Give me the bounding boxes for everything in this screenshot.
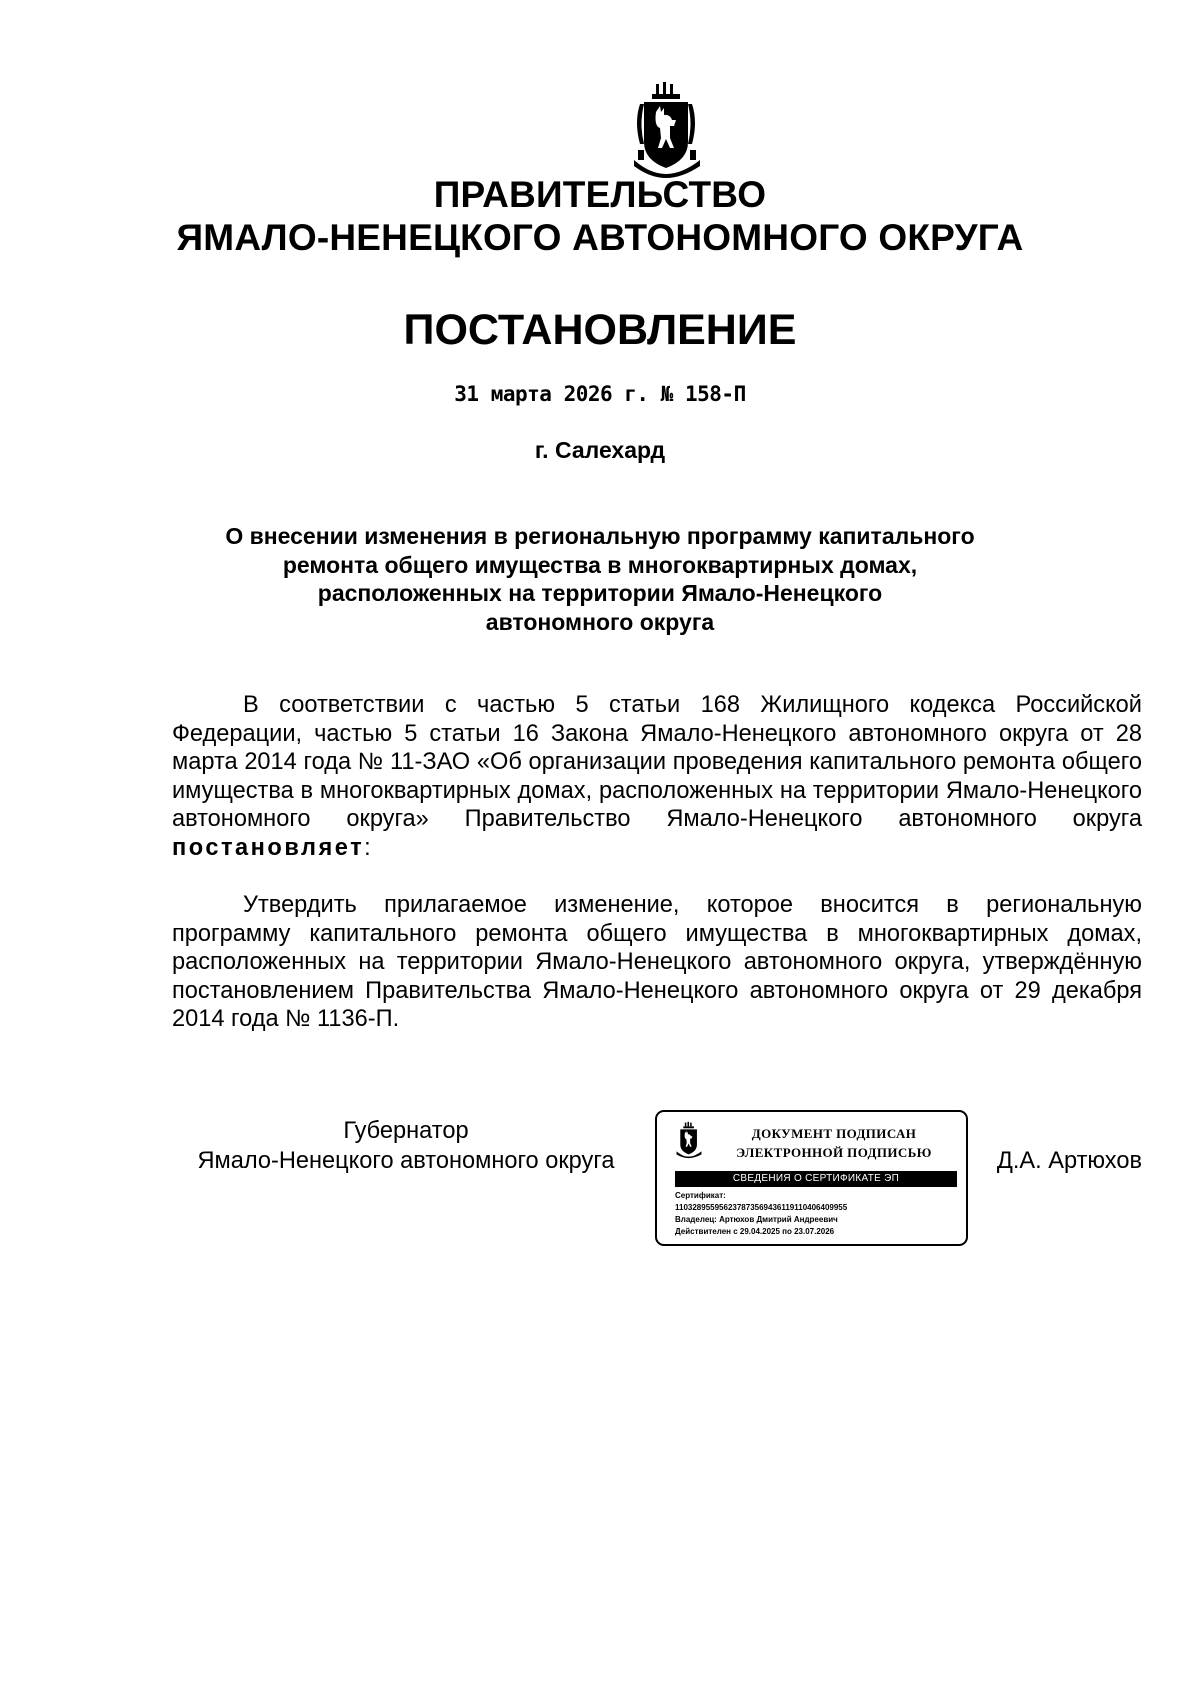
signatory-title: Губернатор [343,1118,469,1144]
government-title: ПРАВИТЕЛЬСТВО [433,174,767,215]
subject-line: О внесении изменения в региональную программу капитального [225,523,975,549]
document-type: ПОСТАНОВЛЕНИЕ [403,306,797,354]
coat-of-arms-icon [630,82,704,178]
esig-owner: Владелец: Артюхов Дмитрий Андреевич [675,1215,838,1224]
signatory-name: Д.А. Артюхов [996,1148,1142,1174]
document-date-number: 31 марта 2026 г. № 158-П [454,382,746,406]
subject-line: ремонта общего имущества в многоквартирных домах, [282,551,918,578]
subject-line: расположенных на территории Ямало-Ненецкого [317,580,883,606]
body-paragraph-resolution: Утвердить прилагаемое изменение, которое вносится в региональную программу капитального ремонта общего имущества в многоквартирных домах, расположенных на территории Ямало-Ненецкого автономного округа, утверждённую постановлением Правительства Ямало-Ненецкого автономного округа от 29 декабря 2014 года № 1136-П. [172,892,1142,1032]
document-subject [200,522,1000,636]
government-region-title: ЯМАЛО-НЕНЕЦКОГО АВТОНОМНОГО ОКРУГА [176,217,1024,258]
preamble-colon: : [364,834,371,861]
esig-cert-label: Сертификат: [675,1191,726,1200]
esig-title [709,1124,959,1162]
esig-title-line: ДОКУМЕНТ ПОДПИСАН [751,1126,917,1141]
subject-line: автономного округа [485,608,715,635]
document-city: г. Салехард [534,437,666,463]
esig-title-line: ЭЛЕКТРОННОЙ ПОДПИСЬЮ [736,1145,932,1160]
electronic-signature-stamp [655,1110,968,1246]
signatory-position [172,1116,640,1176]
coat-of-arms-icon [675,1120,703,1160]
esig-validity: Действителен с 29.04.2025 по 23.07.2026 [675,1227,835,1236]
body-paragraph-preamble [172,691,1142,862]
signatory-region: Ямало-Ненецкого автономного округа [197,1148,615,1174]
resolves-keyword: постановляет [172,834,365,861]
esig-cert-number: 110328955956237873569436119110406409955 [675,1203,848,1212]
preamble-text: В соответствии с частью 5 статьи 168 Жилищного кодекса Российской Федерации, частью 5 статьи 16 Закона Ямало-Ненецкого автономного округа от 28 марта 2014 года № 11-ЗАО «Об организации проведения капитального ремонта общего имущества в многоквартирных домах, расположенных на территории Ямало-Ненецкого автономного округа» Правительство Ямало-Ненецкого автономного округа [172,692,1142,832]
esig-certificate-header: СВЕДЕНИЯ О СЕРТИФИКАТЕ ЭП [675,1171,957,1187]
esig-certificate-details [675,1190,965,1238]
